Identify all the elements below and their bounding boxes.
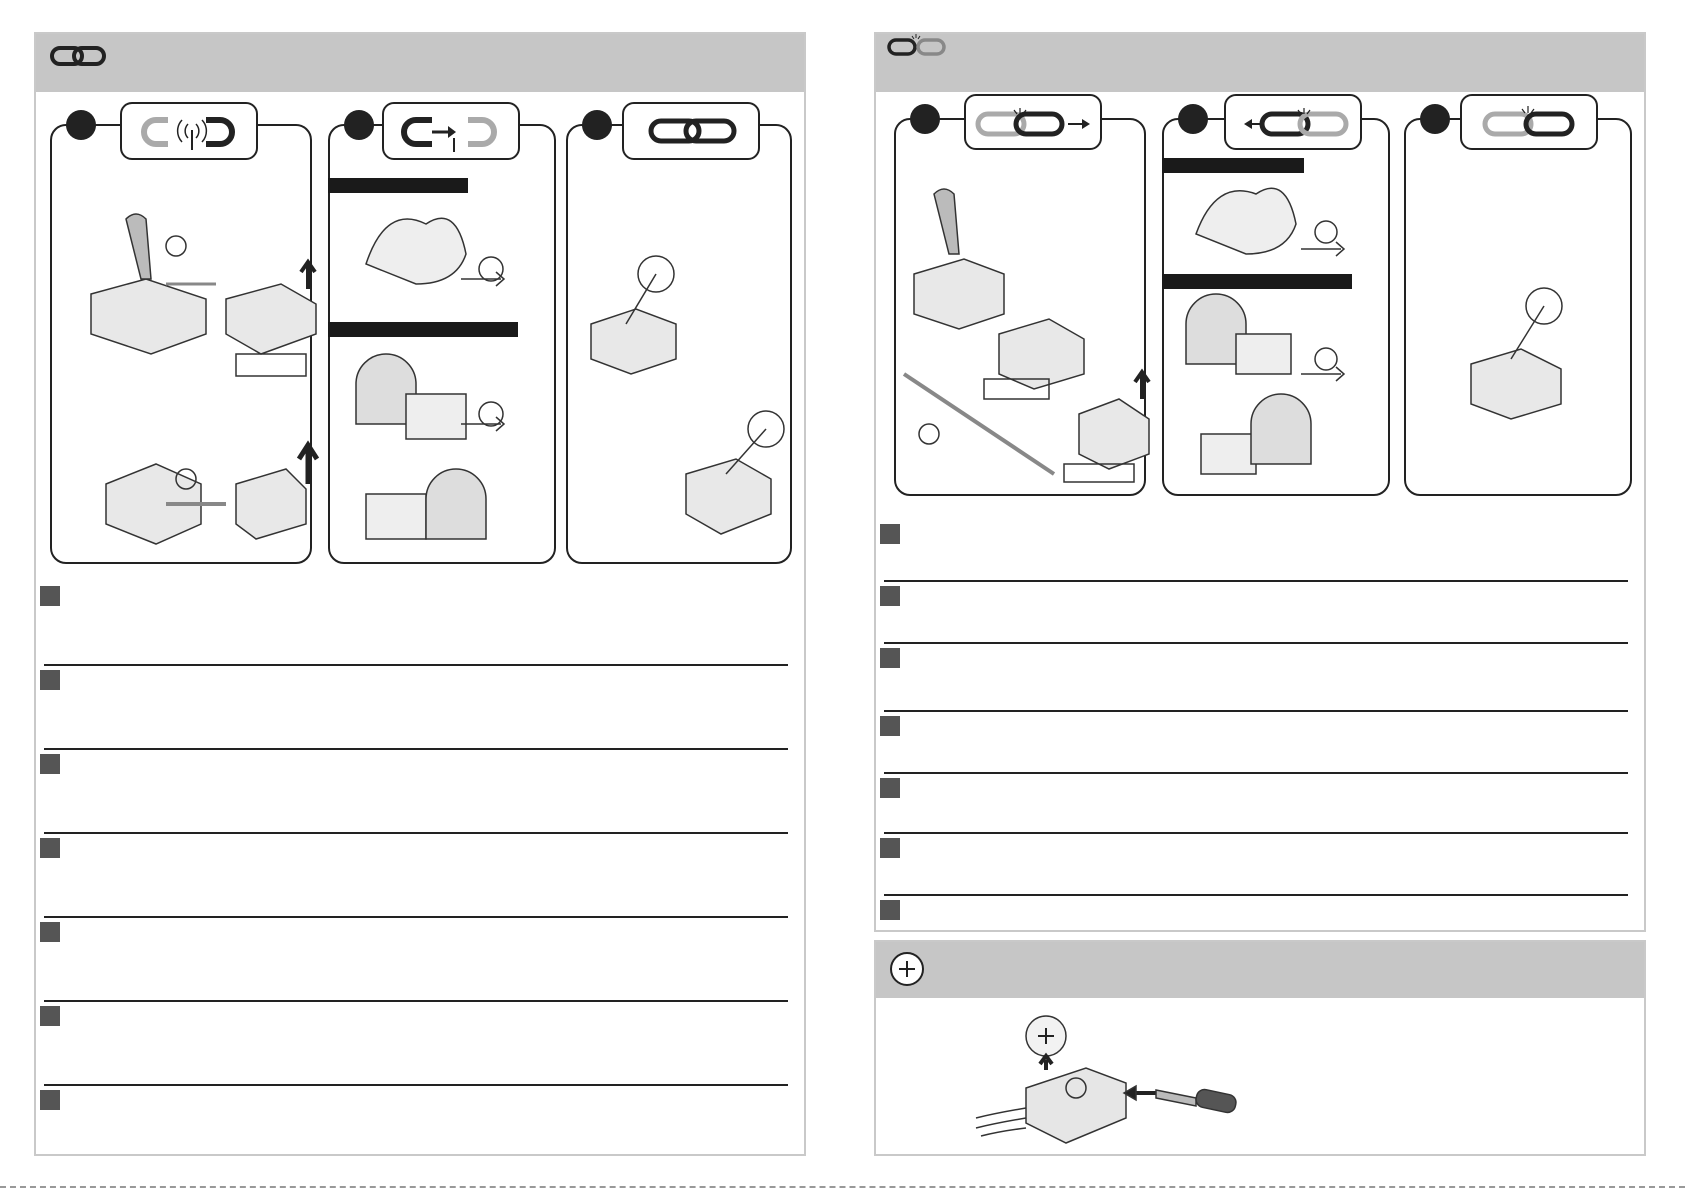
right-step-2-icon-box bbox=[1224, 94, 1362, 150]
row-marker bbox=[40, 586, 60, 606]
row-marker bbox=[40, 754, 60, 774]
right-row-5 bbox=[876, 774, 1644, 834]
right-panel bbox=[874, 32, 1646, 932]
chain-link-blinking-icon bbox=[1232, 108, 1356, 140]
chain-link-blinking-icon bbox=[976, 108, 1096, 140]
row-marker bbox=[880, 524, 900, 544]
hand-device-illustration bbox=[1176, 174, 1386, 484]
device-led-illustration bbox=[586, 244, 786, 554]
left-row-4 bbox=[36, 834, 804, 918]
right-step-3-icon-box bbox=[1460, 94, 1598, 150]
right-panel-header bbox=[876, 34, 1644, 92]
chain-link-blinking-icon bbox=[1482, 106, 1582, 140]
right-row-7 bbox=[876, 896, 1644, 930]
row-marker bbox=[880, 838, 900, 858]
row-marker bbox=[880, 648, 900, 668]
left-step-3-number bbox=[582, 110, 612, 140]
right-step-3-number bbox=[1420, 104, 1450, 134]
right-step-2-number bbox=[1178, 104, 1208, 134]
row-marker bbox=[40, 1090, 60, 1110]
left-step-2-number bbox=[344, 110, 374, 140]
left-step-1-icon-box bbox=[120, 102, 258, 160]
chain-link-icon bbox=[50, 44, 106, 68]
battery-replacement-icon bbox=[976, 1008, 1316, 1148]
right-row-3 bbox=[876, 644, 1644, 712]
hand-device-illustration bbox=[346, 194, 546, 554]
right-step-2-bar-top bbox=[1162, 158, 1304, 173]
left-step-1-number bbox=[66, 110, 96, 140]
left-row-6 bbox=[36, 1002, 804, 1086]
left-row-5 bbox=[36, 918, 804, 1002]
row-marker bbox=[880, 716, 900, 736]
row-marker bbox=[40, 670, 60, 690]
chain-link-blinking-icon bbox=[886, 34, 948, 60]
right-step-1-icon-box bbox=[964, 94, 1102, 150]
right-row-6 bbox=[876, 834, 1644, 896]
row-marker bbox=[40, 1006, 60, 1026]
row-marker bbox=[880, 778, 900, 798]
left-row-2 bbox=[36, 666, 804, 750]
left-row-7 bbox=[36, 1086, 804, 1156]
device-press-button-illustration bbox=[86, 204, 296, 544]
right-row-1 bbox=[876, 520, 1644, 582]
right-row-4 bbox=[876, 712, 1644, 774]
chain-link-icon bbox=[648, 116, 738, 146]
row-marker bbox=[880, 586, 900, 606]
broken-link-icon bbox=[136, 114, 246, 154]
left-step-2-icon-box bbox=[382, 102, 520, 160]
battery-panel bbox=[874, 940, 1646, 1156]
left-panel bbox=[34, 32, 806, 1156]
left-row-3 bbox=[36, 750, 804, 834]
row-marker bbox=[880, 900, 900, 920]
row-marker bbox=[40, 922, 60, 942]
left-row-1 bbox=[36, 582, 804, 666]
right-row-2 bbox=[876, 582, 1644, 644]
device-led-illustration bbox=[1466, 274, 1626, 434]
chain-half-icon bbox=[396, 114, 508, 154]
battery-panel-header bbox=[876, 942, 1644, 998]
left-panel-header bbox=[36, 34, 804, 92]
left-step-2-bar-top bbox=[328, 178, 468, 193]
right-step-1-number bbox=[910, 104, 940, 134]
row-marker bbox=[40, 838, 60, 858]
bottom-cut-line bbox=[0, 1186, 1685, 1188]
left-step-3-icon-box bbox=[622, 102, 760, 160]
device-hold-button-illustration bbox=[904, 164, 1144, 484]
plus-circle-icon bbox=[888, 950, 926, 988]
